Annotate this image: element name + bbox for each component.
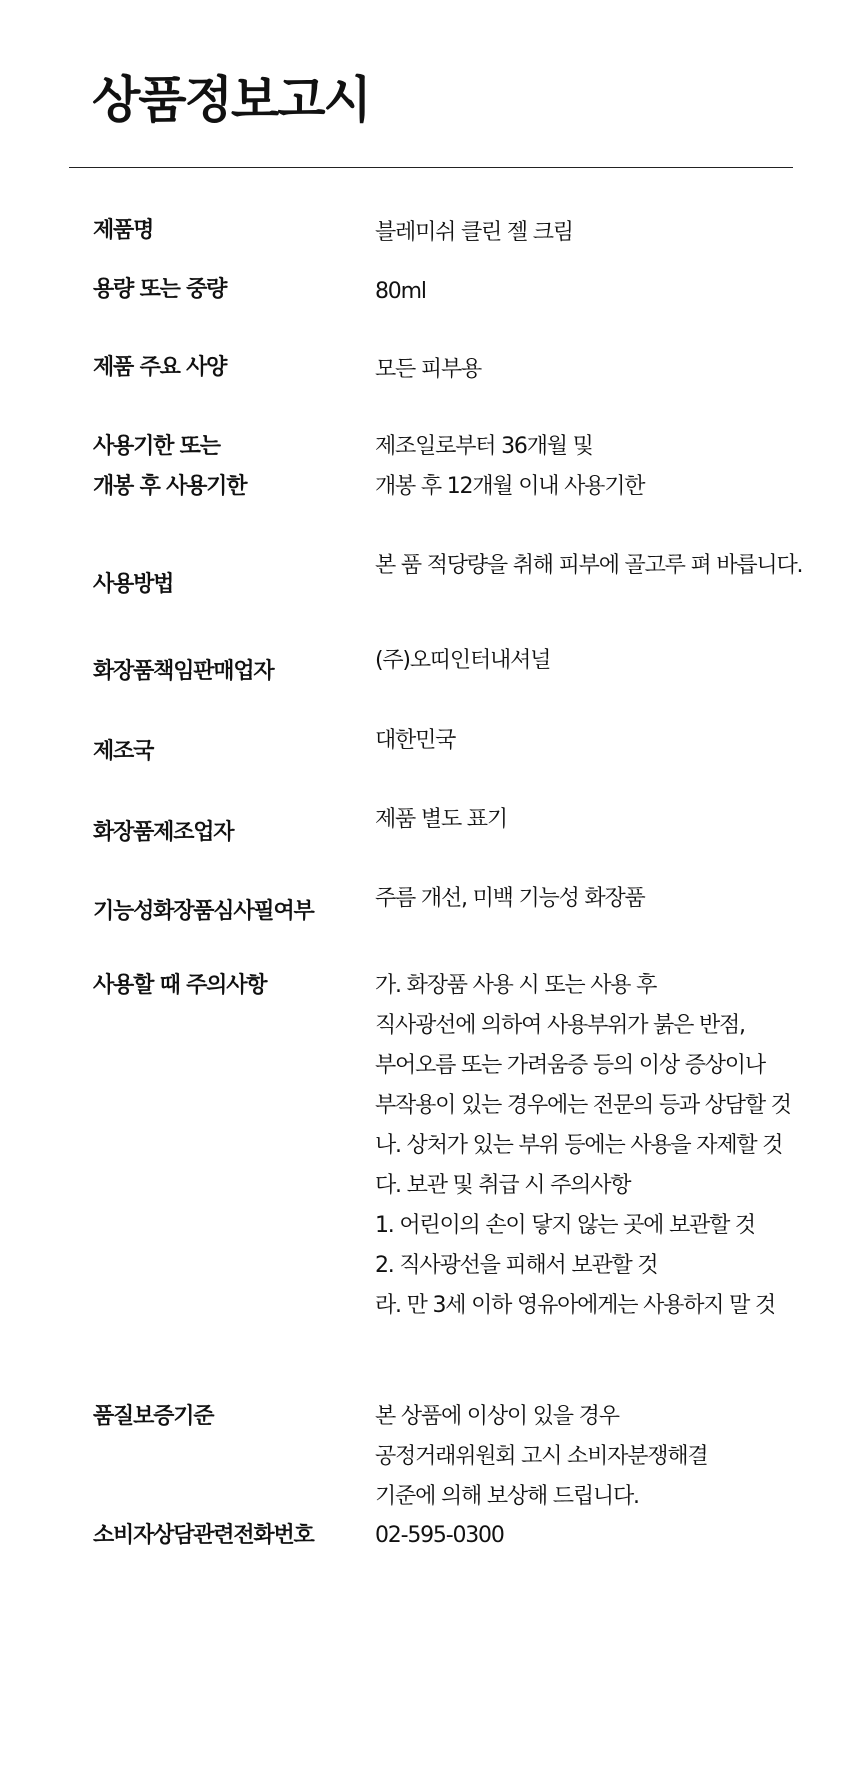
row-value-line: 제품 별도 표기	[375, 807, 507, 832]
row-value-line: 개봉 후 12개월 이내 사용기한	[375, 474, 645, 499]
row-value-line: 본 상품에 이상이 있을 경우	[375, 1404, 619, 1429]
row-label-line: 제품 주요 사양	[93, 355, 227, 380]
row-label	[93, 348, 226, 388]
row-label	[93, 732, 153, 772]
row-label	[93, 427, 246, 507]
row-value-line: 부작용이 있는 경우에는 전문의 등과 상담할 것	[375, 1093, 791, 1118]
row-label-line: 소비자상담관련전화번호	[93, 1523, 314, 1548]
row-label-line: 제조국	[93, 739, 154, 764]
row-value-line: 02-595-0300	[375, 1523, 504, 1548]
row-label	[93, 270, 226, 310]
row-value	[375, 1397, 707, 1517]
row-value	[375, 966, 791, 1326]
row-label-line: 용량 또는 중량	[93, 277, 227, 302]
row-label-line: 제품명	[93, 218, 154, 243]
row-value	[375, 272, 426, 312]
row-label-line: 개봉 후 사용기한	[93, 474, 247, 499]
row-value	[375, 879, 645, 919]
row-value	[375, 427, 644, 507]
row-label	[93, 652, 273, 692]
row-label	[93, 813, 233, 853]
row-value-line: 직사광선에 의하여 사용부위가 붉은 반점,	[375, 1013, 745, 1038]
row-label	[93, 1516, 314, 1556]
row-value-line: 다. 보관 및 취급 시 주의사항	[375, 1173, 631, 1198]
row-value-line: 블레미쉬 클린 젤 크림	[375, 220, 573, 245]
row-value-line: 1. 어린이의 손이 닿지 않는 곳에 보관할 것	[375, 1213, 755, 1238]
row-label-line: 화장품책임판매업자	[93, 659, 274, 684]
page-title: 상품정보고시	[92, 71, 370, 129]
row-value-line: 나. 상처가 있는 부위 등에는 사용을 자제할 것	[375, 1133, 783, 1158]
row-value	[375, 350, 481, 390]
row-value	[375, 1516, 504, 1556]
row-value	[375, 721, 455, 761]
row-label	[93, 892, 314, 932]
row-value	[375, 546, 802, 586]
row-label	[93, 966, 266, 1006]
row-label	[93, 565, 173, 605]
row-value-line: (주)오띠인터내셔널	[375, 648, 551, 673]
row-value	[375, 213, 573, 253]
row-value-line: 라. 만 3세 이하 영유아에게는 사용하지 말 것	[375, 1293, 776, 1318]
row-value-line: 2. 직사광선을 피해서 보관할 것	[375, 1253, 658, 1278]
title-divider	[69, 167, 793, 168]
row-label-line: 품질보증기준	[93, 1404, 214, 1429]
row-value-line: 모든 피부용	[375, 357, 482, 382]
row-value-line: 부어오름 또는 가려움증 등의 이상 증상이나	[375, 1053, 765, 1078]
row-value-line: 공정거래위원회 고시 소비자분쟁해결	[375, 1444, 708, 1469]
row-label-line: 사용할 때 주의사항	[93, 973, 267, 998]
row-value-line: 가. 화장품 사용 시 또는 사용 후	[375, 973, 657, 998]
row-label-line: 기능성화장품심사필여부	[93, 899, 314, 924]
row-value-line: 대한민국	[375, 728, 456, 753]
row-value-line: 제조일로부터 36개월 및	[375, 434, 593, 459]
row-label	[93, 1397, 213, 1437]
row-label-line: 사용기한 또는	[93, 434, 220, 459]
row-value-line: 본 품 적당량을 취해 피부에 골고루 펴 바릅니다.	[375, 553, 803, 578]
row-value-line: 80ml	[375, 279, 426, 304]
row-label-line: 사용방법	[93, 572, 174, 597]
row-value-line: 기준에 의해 보상해 드립니다.	[375, 1484, 639, 1509]
row-value-line: 주름 개선, 미백 기능성 화장품	[375, 886, 645, 911]
row-value	[375, 641, 550, 681]
row-label-line: 화장품제조업자	[93, 820, 234, 845]
row-label	[93, 211, 153, 251]
row-value	[375, 800, 507, 840]
